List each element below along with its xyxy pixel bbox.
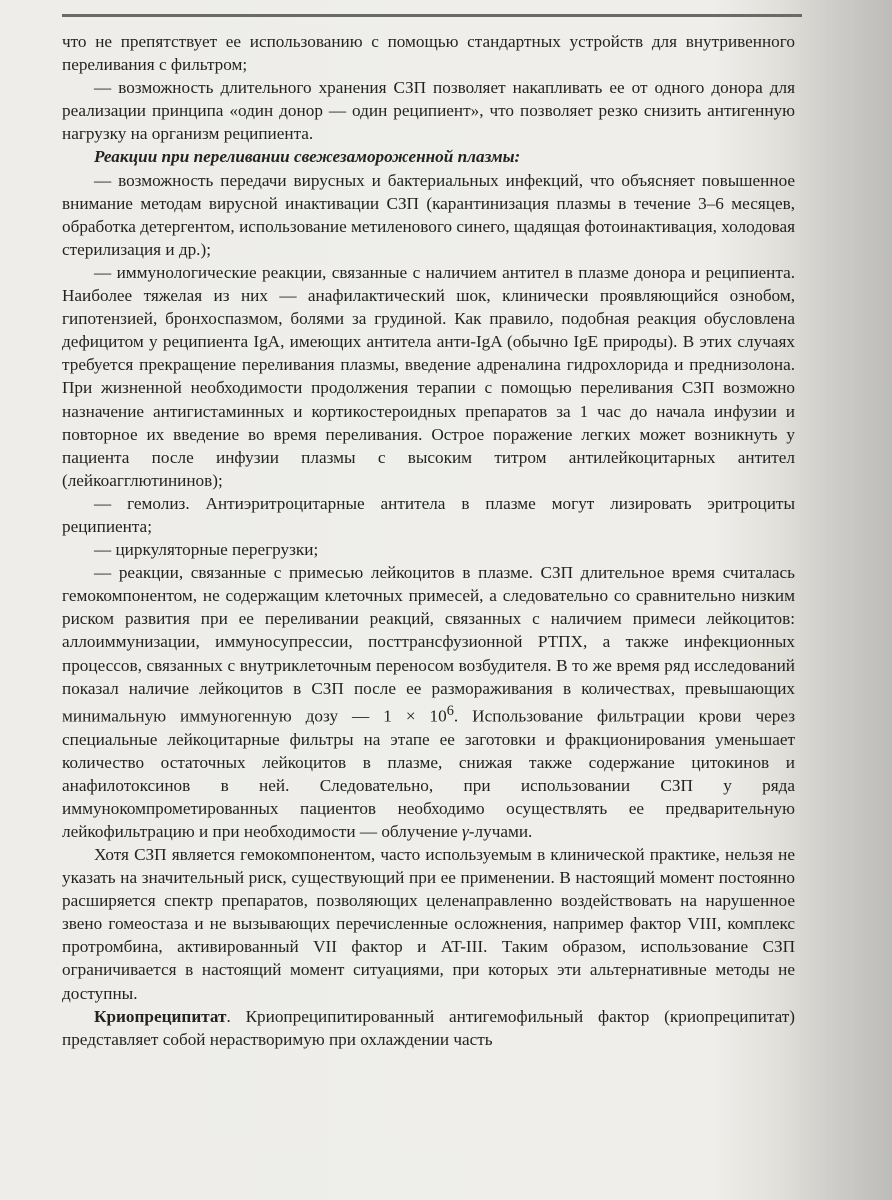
paragraph-continuation: что не препятствует ее использованию с помощью стандартных устройств для внутривенного переливания с фильтром; (62, 32, 795, 75)
paragraph-risk: Хотя СЗП является гемокомпонентом, часто используемым в клинической практике, нельзя не указать на значительный риск, существующий при ее применении. В настоящий момент постоянно расширяется спектр препаратов, позволяющих целенаправленно воздействовать на нарушенное звено гомеостаза и не вызывающих перечисленные осложнения, например фактор VIII, комплекс протромбина, активированный VII фактор и AT-III. Таким образом, использование СЗП ограничивается в настоящий момент ситуациями, при которых эти альтернативные методы не доступны. (62, 845, 795, 1003)
paragraph-circulatory: — циркуляторные перегрузки; (94, 540, 319, 560)
gamma-symbol: γ (462, 821, 469, 841)
term-cryoprecipitate: Криопреципитат (94, 1006, 227, 1026)
leukocytes-text-c: -лучами. (468, 821, 533, 841)
paragraph-storage: — возможность длительного хранения СЗП позволяет накапливать ее от одного донора для реализации принципа «один донор — один реципиент», что позволяет резко снизить антигенную нагрузку на организм реципиента. (62, 78, 795, 144)
leukocytes-text-a: — реакции, связанные с примесью лейкоцитов в плазме. СЗП длительное время считалась гемокомпонентом, не содержащим клеточных примесей, а следовательно со сравнительно низким риском развития при ее переливании реакций, связанных с наличием примеси лейкоцитов: аллоиммунизации, иммуносупрессии, посттрансфузионной РТПХ, а также инфекционных процессов, связанных с внутриклеточным переносом возбудителя. В то же время ряд исследований показал наличие лейкоцитов в СЗП после ее размораживания в количествах, превышающих минимальную иммуногенную дозу — 1 × 10 (62, 563, 795, 726)
paragraph-hemolysis: — гемолиз. Антиэритроцитарные антитела в плазме могут лизировать эритроциты реципиента; (62, 493, 795, 536)
paragraph-leukocytes (62, 561, 795, 843)
section-heading-reactions (62, 145, 795, 168)
leukocytes-text-b: . Использование фильтрации крови через специальные лейкоцитарные фильтры на этапе ее заготовки и фракционирования уменьшает количество остаточных лейкоцитов в плазме, снижая также содержание цитокинов и анафилотоксинов в ней. Следовательно, при использовании СЗП у ряда иммунокомпрометированных пациентов необходимо осуществлять ее предварительную лейкофильтрацию и при необходимости — облучение (62, 706, 795, 841)
section-heading-text: Реакции при переливании свежезамороженной плазмы: (94, 147, 521, 167)
paragraph-immunologic: — иммунологические реакции, связанные с наличием антител в плазме донора и реципиента. Наиболее тяжелая из них — анафилактический шок, клинически проявляющийся ознобом, гипотензией, бронхоспазмом, болями за грудиной. Как правило, подобная реакция обусловлена дефицитом у реципиента IgA, имеющих антитела анти-IgA (обычно IgE природы). В этих случаях требуется прекращение переливания плазмы, введение адреналина гидрохлорида и преднизолона. При жизненной необходимости продолжения терапии с помощью переливания СЗП возможно назначение антигистаминных и кортикостероидных препаратов за 1 час до начала инфузии и повторное их введение во время переливания. Острое поражение легких может возникнуть у пациента после инфузии плазмы с высоким титром антилейкоцитарных антител (лейкоагглютининов); (62, 262, 795, 490)
paragraph-infections: — возможность передачи вирусных и бактериальных инфекций, что объясняет повышенное внимание методам вирусной инактивации СЗП (карантинизация плазмы в течение 3–6 месяцев, обработка детергентом, использование метиленового синего, щадящая фотоинактивация, холодовая стерилизация и др.); (62, 170, 795, 259)
exponent: 6 (446, 702, 454, 719)
top-rule (62, 14, 802, 17)
cryoprecipitate-text: . Криопреципитированный антигемофильный фактор (криопреципитат) представляет собой нерастворимую при охлаждении часть (62, 1006, 795, 1049)
paragraph-cryoprecipitate (62, 1005, 795, 1051)
page-text (62, 30, 795, 1051)
